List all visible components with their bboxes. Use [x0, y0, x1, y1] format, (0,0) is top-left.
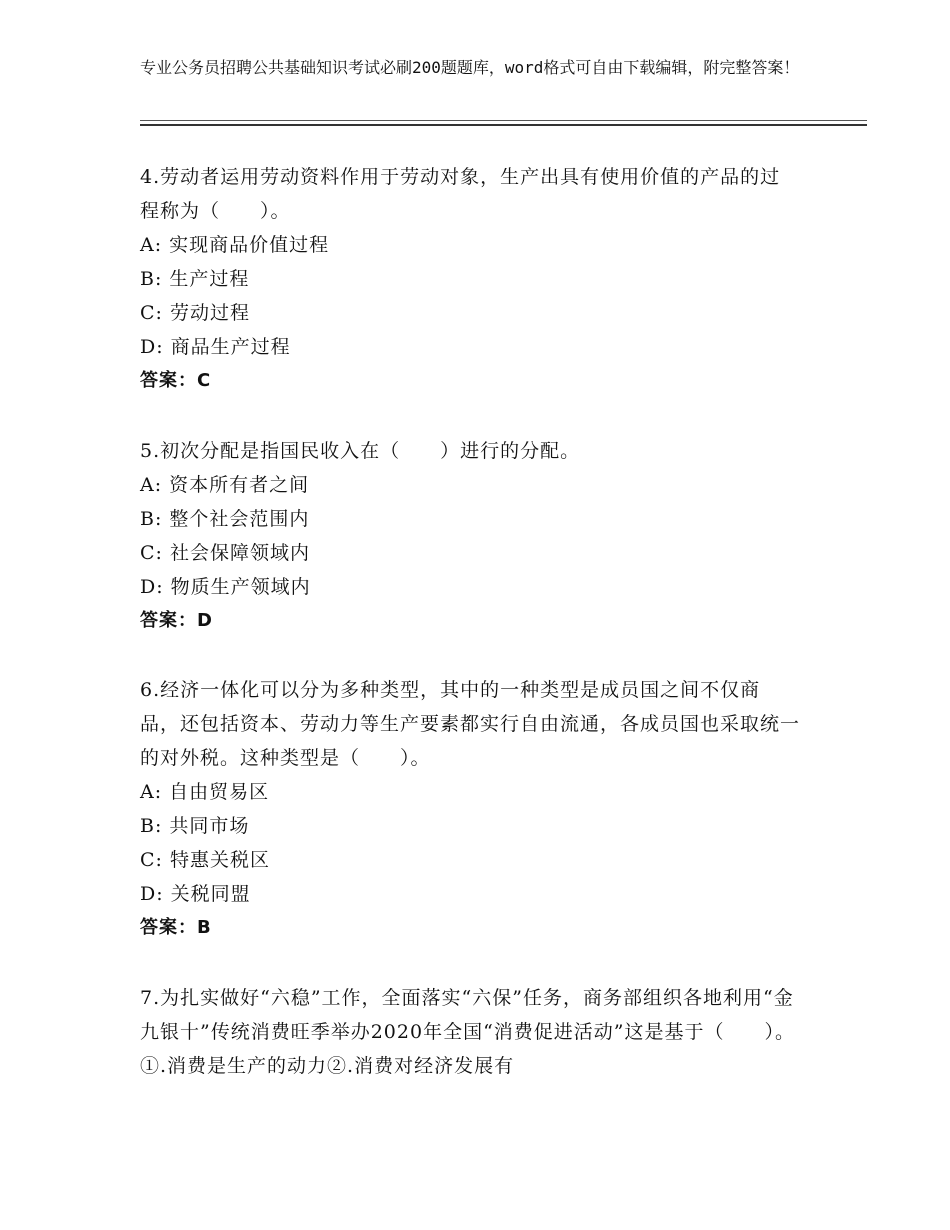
question-stem: 7.为扎实做好“六稳”工作，全面落实“六保”任务，商务部组织各地利用“金九银十”传统消费旺季举办2020年全国“消费促进活动”这是基于（ ）。①.消费是生产的动力②.消费对经济发展有 — [140, 987, 795, 1077]
option-d: D: 关税同盟 — [140, 883, 251, 905]
option-a: A: 资本所有者之间 — [140, 474, 310, 496]
header-text: 专业公务员招聘公共基础知识考试必刷200题题库，word格式可自由下载编辑，附完整答案！ — [140, 58, 800, 77]
option-c: C: 特惠关税区 — [140, 849, 270, 871]
option-b: B: 整个社会范围内 — [140, 508, 310, 530]
question-5 — [140, 434, 800, 638]
answer: 答案：B — [140, 917, 212, 938]
option-a: A: 实现商品价值过程 — [140, 234, 330, 256]
option-a: A: 自由贸易区 — [140, 781, 270, 803]
question-4 — [140, 160, 800, 398]
header-divider-thin — [140, 120, 867, 121]
option-c: C: 劳动过程 — [140, 302, 250, 324]
option-b: B: 共同市场 — [140, 815, 250, 837]
option-c: C: 社会保障领域内 — [140, 542, 310, 564]
option-d: D: 商品生产过程 — [140, 336, 291, 358]
question-stem: 6.经济一体化可以分为多种类型，其中的一种类型是成员国之间不仅商品，还包括资本、劳动力等生产要素都实行自由流通，各成员国也采取统一的对外税。这种类型是（ ）。 — [140, 679, 801, 769]
question-6 — [140, 673, 800, 945]
document-header — [140, 56, 820, 80]
option-d: D: 物质生产领域内 — [140, 576, 311, 598]
question-stem: 4.劳动者运用劳动资料作用于劳动对象，生产出具有使用价值的产品的过程称为（ ）。 — [140, 166, 781, 222]
question-stem: 5.初次分配是指国民收入在（ ）进行的分配。 — [140, 440, 581, 462]
option-b: B: 生产过程 — [140, 268, 250, 290]
answer: 答案：D — [140, 610, 213, 631]
header-divider-thick — [140, 124, 867, 126]
answer: 答案：C — [140, 370, 212, 391]
question-7 — [140, 981, 800, 1083]
